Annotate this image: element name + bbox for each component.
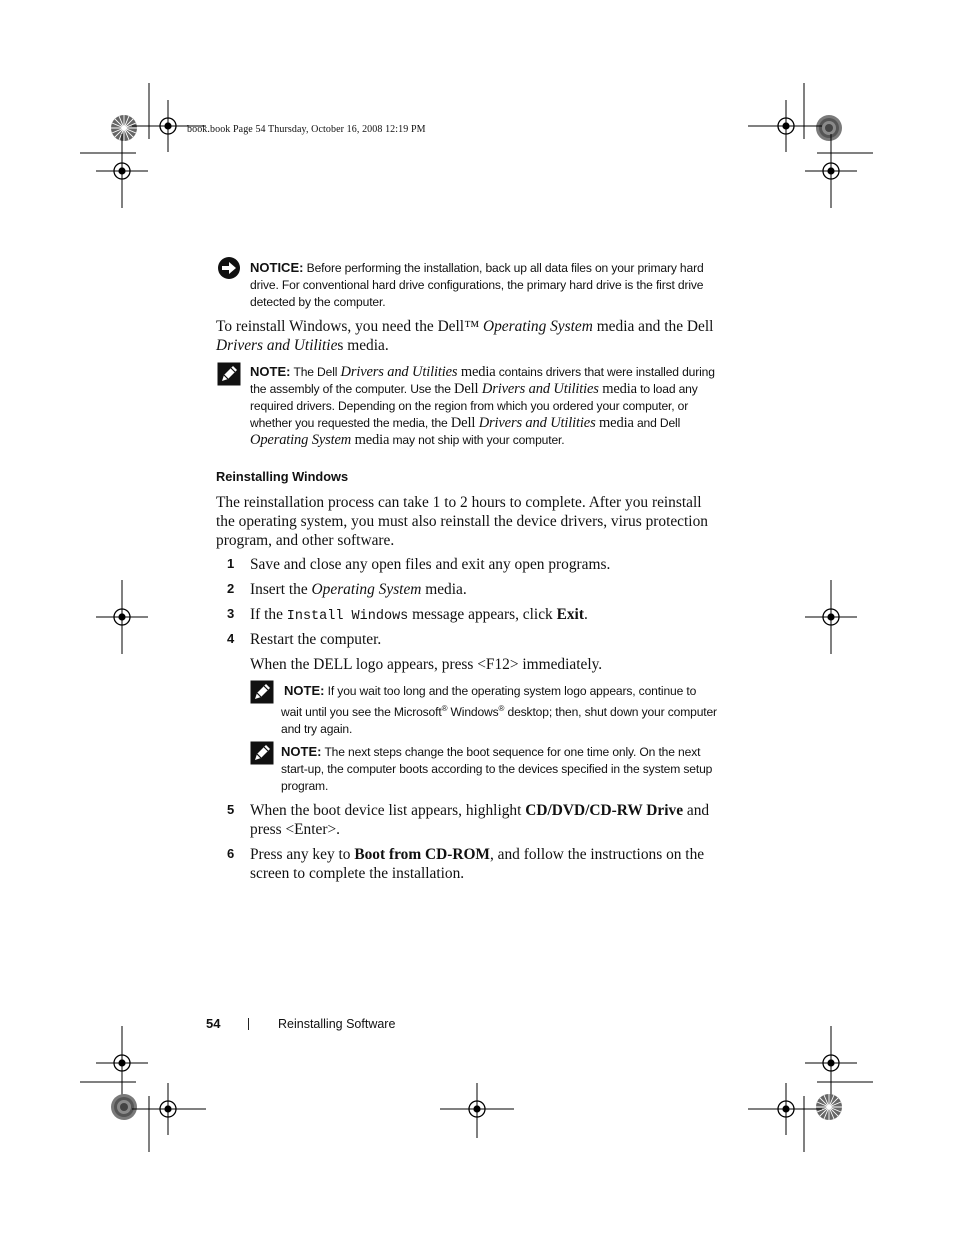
note-text: Dell [454, 381, 482, 397]
step-number: 4 [227, 631, 235, 646]
note-pencil-icon [250, 680, 274, 704]
step-number: 5 [227, 802, 235, 817]
step-text-part: , and follow the instructions on the screen to complete the installation. [250, 846, 705, 882]
step-bold: Boot from CD-ROM [354, 846, 490, 863]
step-text-part: and press <Enter>. [250, 802, 710, 838]
step-text [250, 580, 720, 599]
step-text-part: media. [421, 581, 467, 598]
step-bold: CD/DVD/CD-RW Drive [525, 802, 684, 819]
page-number: 54 [206, 1016, 221, 1031]
note-text: media [595, 415, 634, 431]
note-text: media [457, 364, 496, 380]
notice-icon [217, 256, 241, 280]
note-pencil-icon [217, 362, 241, 386]
intro-italic-1: Operating System [483, 318, 593, 335]
note-label: NOTE: [250, 364, 291, 379]
notice-block [250, 259, 722, 311]
step-text [250, 801, 712, 839]
note-text: Windows [447, 705, 499, 720]
step-text [250, 845, 720, 883]
registered-mark: ® [441, 704, 448, 713]
note-text: and Dell [633, 416, 681, 430]
note-text: contains drivers that were installed during the assembly of the computer. Use the [250, 365, 715, 396]
intro-text-3: s media. [337, 337, 389, 354]
step-text: Restart the computer. [250, 631, 382, 648]
footer-divider [248, 1018, 249, 1030]
note-text: desktop; then, shut down your computer and try again. [281, 705, 717, 737]
intro-paragraph [216, 317, 716, 355]
notice-text: Before performing the installation, back up all data files on your primary hard drive. For conventional hard drive configurations, the primary hard drive is the first drive detected by the computer. [250, 261, 704, 309]
registered-mark: ® [498, 704, 505, 713]
note-text: If you wait too long and the operating system logo appears, continue to wait until you see the Microsoft [281, 684, 697, 720]
note-label: NOTE: [284, 683, 325, 698]
intro-text-1: To reinstall Windows, you need the Dell™ [216, 318, 483, 335]
step-text-part: If the [250, 606, 287, 623]
section-heading: Reinstalling Windows [216, 469, 349, 484]
note-text: to load any required drivers. Depending on the region from which you ordered your computer, or whether you requested the media, the [250, 382, 698, 430]
note-label: NOTE: [281, 744, 322, 759]
step-number: 2 [227, 581, 235, 596]
step-text-part: Press any key to [250, 846, 355, 863]
note-italic: Drivers and Utilities [340, 364, 458, 380]
step-code: Install Windows [286, 609, 409, 624]
note-italic: Drivers and Utilities [481, 381, 599, 397]
step-bold: Exit [556, 606, 584, 623]
note-block-3 [281, 743, 719, 795]
step-subtext: When the DELL logo appears, press <F12> immediately. [250, 656, 603, 673]
step-number: 6 [227, 846, 235, 861]
note-text: may not ship with your computer. [389, 433, 565, 447]
note-block-2 [281, 682, 719, 738]
step-number: 1 [227, 556, 235, 571]
step-text [250, 605, 720, 626]
footer-section-title: Reinstalling Software [278, 1017, 396, 1031]
step-text-part: When the boot device list appears, highlight [250, 802, 526, 819]
print-slug: book.book Page 54 Thursday, October 16, 2008 12:19 PM [187, 124, 426, 135]
note-text: media [598, 381, 637, 397]
note-text: Dell [450, 415, 479, 431]
note-block-1 [250, 363, 722, 449]
step-text-part: Insert the [250, 581, 312, 598]
note-pencil-icon [250, 741, 274, 765]
step-text-part: message appears, click [408, 606, 557, 623]
step-number: 3 [227, 606, 235, 621]
step-italic: Operating System [311, 581, 422, 598]
note-text: media [351, 432, 390, 448]
step-text: Save and close any open files and exit any open programs. [250, 556, 611, 573]
note-italic: Drivers and Utilities [478, 415, 596, 431]
notice-label: NOTICE: [250, 260, 304, 275]
note-italic: Operating System [250, 432, 352, 448]
intro-text-2: media and the Dell [592, 318, 714, 335]
note-text: The Dell [293, 365, 341, 379]
step-text-part: . [583, 606, 588, 623]
section-intro: The reinstallation process can take 1 to 2 hours to complete. After you reinstall the operating system, you must also reinstall the device drivers, virus protection program, and other software. [216, 494, 708, 549]
note-text: The next steps change the boot sequence for one time only. On the next start-up, the computer boots according to the devices specified in the system setup program. [281, 745, 713, 793]
intro-italic-2: Drivers and Utilitie [216, 337, 338, 354]
